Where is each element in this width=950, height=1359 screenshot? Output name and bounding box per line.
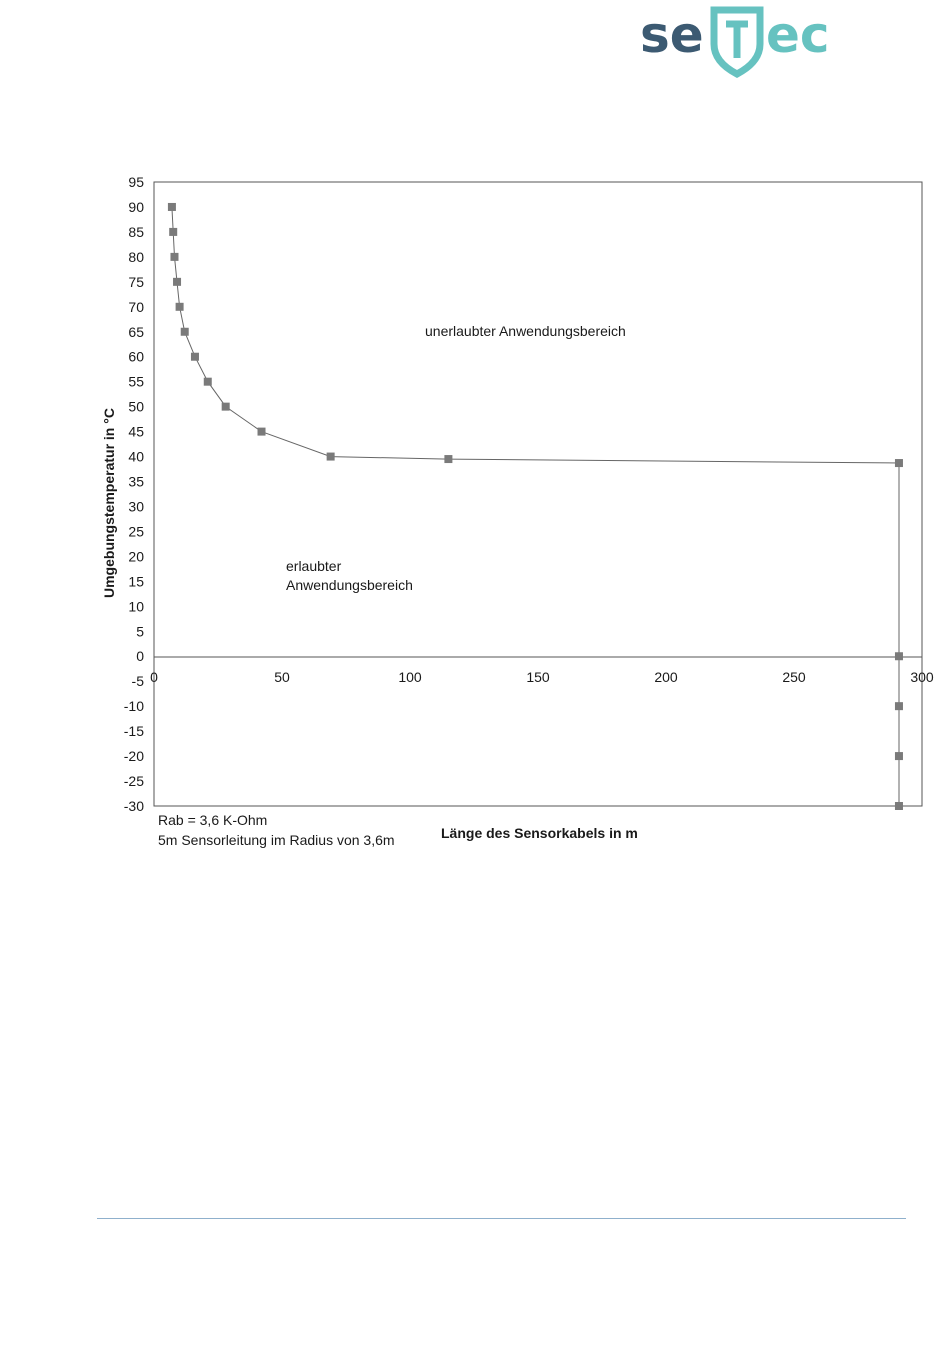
data-point-marker <box>170 253 178 261</box>
x-tick-label: 300 <box>910 669 934 686</box>
plot-frame <box>154 182 922 806</box>
y-tick-label: 0 <box>136 648 144 665</box>
y-tick-label: 55 <box>128 373 144 390</box>
y-tick-label: 10 <box>128 598 144 615</box>
y-tick-label: 75 <box>128 273 144 290</box>
y-tick-label: 30 <box>128 498 144 515</box>
logo-text-se: se <box>640 6 704 64</box>
y-tick-label: -5 <box>131 673 144 690</box>
data-point-marker <box>176 303 184 311</box>
y-tick-label: 70 <box>128 298 144 315</box>
data-point-marker <box>222 403 230 411</box>
x-tick-label: 200 <box>654 669 678 686</box>
data-point-marker <box>895 652 903 660</box>
y-tick-label: 25 <box>128 523 144 540</box>
x-tick-label: 250 <box>782 669 806 686</box>
y-tick-label: 90 <box>128 198 144 215</box>
y-tick-label: 5 <box>136 623 144 640</box>
y-tick-label: -30 <box>123 798 144 814</box>
data-point-marker <box>327 453 335 461</box>
y-tick-label: -20 <box>123 748 144 765</box>
data-point-marker <box>258 428 266 436</box>
data-point-marker <box>895 702 903 710</box>
series-line <box>172 207 899 806</box>
y-tick-label: 85 <box>128 223 144 240</box>
y-tick-label: 35 <box>128 473 144 490</box>
logo-text-ec: ec <box>766 6 830 64</box>
data-point-marker <box>895 459 903 467</box>
data-point-marker <box>895 802 903 810</box>
y-tick-label: 65 <box>128 323 144 340</box>
y-tick-label: 95 <box>128 174 144 190</box>
x-tick-label: 0 <box>150 669 158 686</box>
x-tick-label: 100 <box>398 669 422 686</box>
y-tick-label: -25 <box>123 773 144 790</box>
data-point-marker <box>169 228 177 236</box>
series-markers <box>168 203 903 810</box>
y-axis-tick-labels <box>124 174 144 814</box>
annotation-allowed-region-line2: Anwendungsbereich <box>286 577 413 593</box>
y-tick-label: -10 <box>123 698 144 715</box>
data-point-marker <box>173 278 181 286</box>
y-axis-label: Umgebungstemperatur in °C <box>101 408 117 598</box>
footer-divider <box>97 1218 906 1219</box>
annotation-forbidden-region: unerlaubter Anwendungsbereich <box>425 323 626 339</box>
note-sensor-line: 5m Sensorleitung im Radius von 3,6m <box>158 832 395 848</box>
x-axis-tick-labels <box>150 669 934 685</box>
data-point-marker <box>895 752 903 760</box>
x-tick-label: 50 <box>274 669 290 686</box>
note-resistance: Rab = 3,6 K-Ohm <box>158 812 268 828</box>
y-tick-label: 40 <box>128 448 144 465</box>
y-tick-label: 60 <box>128 348 144 365</box>
x-tick-label: 150 <box>526 669 550 686</box>
y-tick-label: 80 <box>128 248 144 265</box>
data-point-marker <box>168 203 176 211</box>
annotation-allowed-region-line1: erlaubter <box>286 558 342 574</box>
x-axis-label: Länge des Sensorkabels in m <box>441 825 638 841</box>
y-tick-label: 20 <box>128 548 144 565</box>
data-point-marker <box>204 378 212 386</box>
y-tick-label: 15 <box>128 573 144 590</box>
y-tick-label: 45 <box>128 423 144 440</box>
data-point-marker <box>444 455 452 463</box>
y-tick-label: -15 <box>123 723 144 740</box>
data-point-marker <box>181 328 189 336</box>
data-point-marker <box>191 353 199 361</box>
y-tick-label: 50 <box>128 398 144 415</box>
